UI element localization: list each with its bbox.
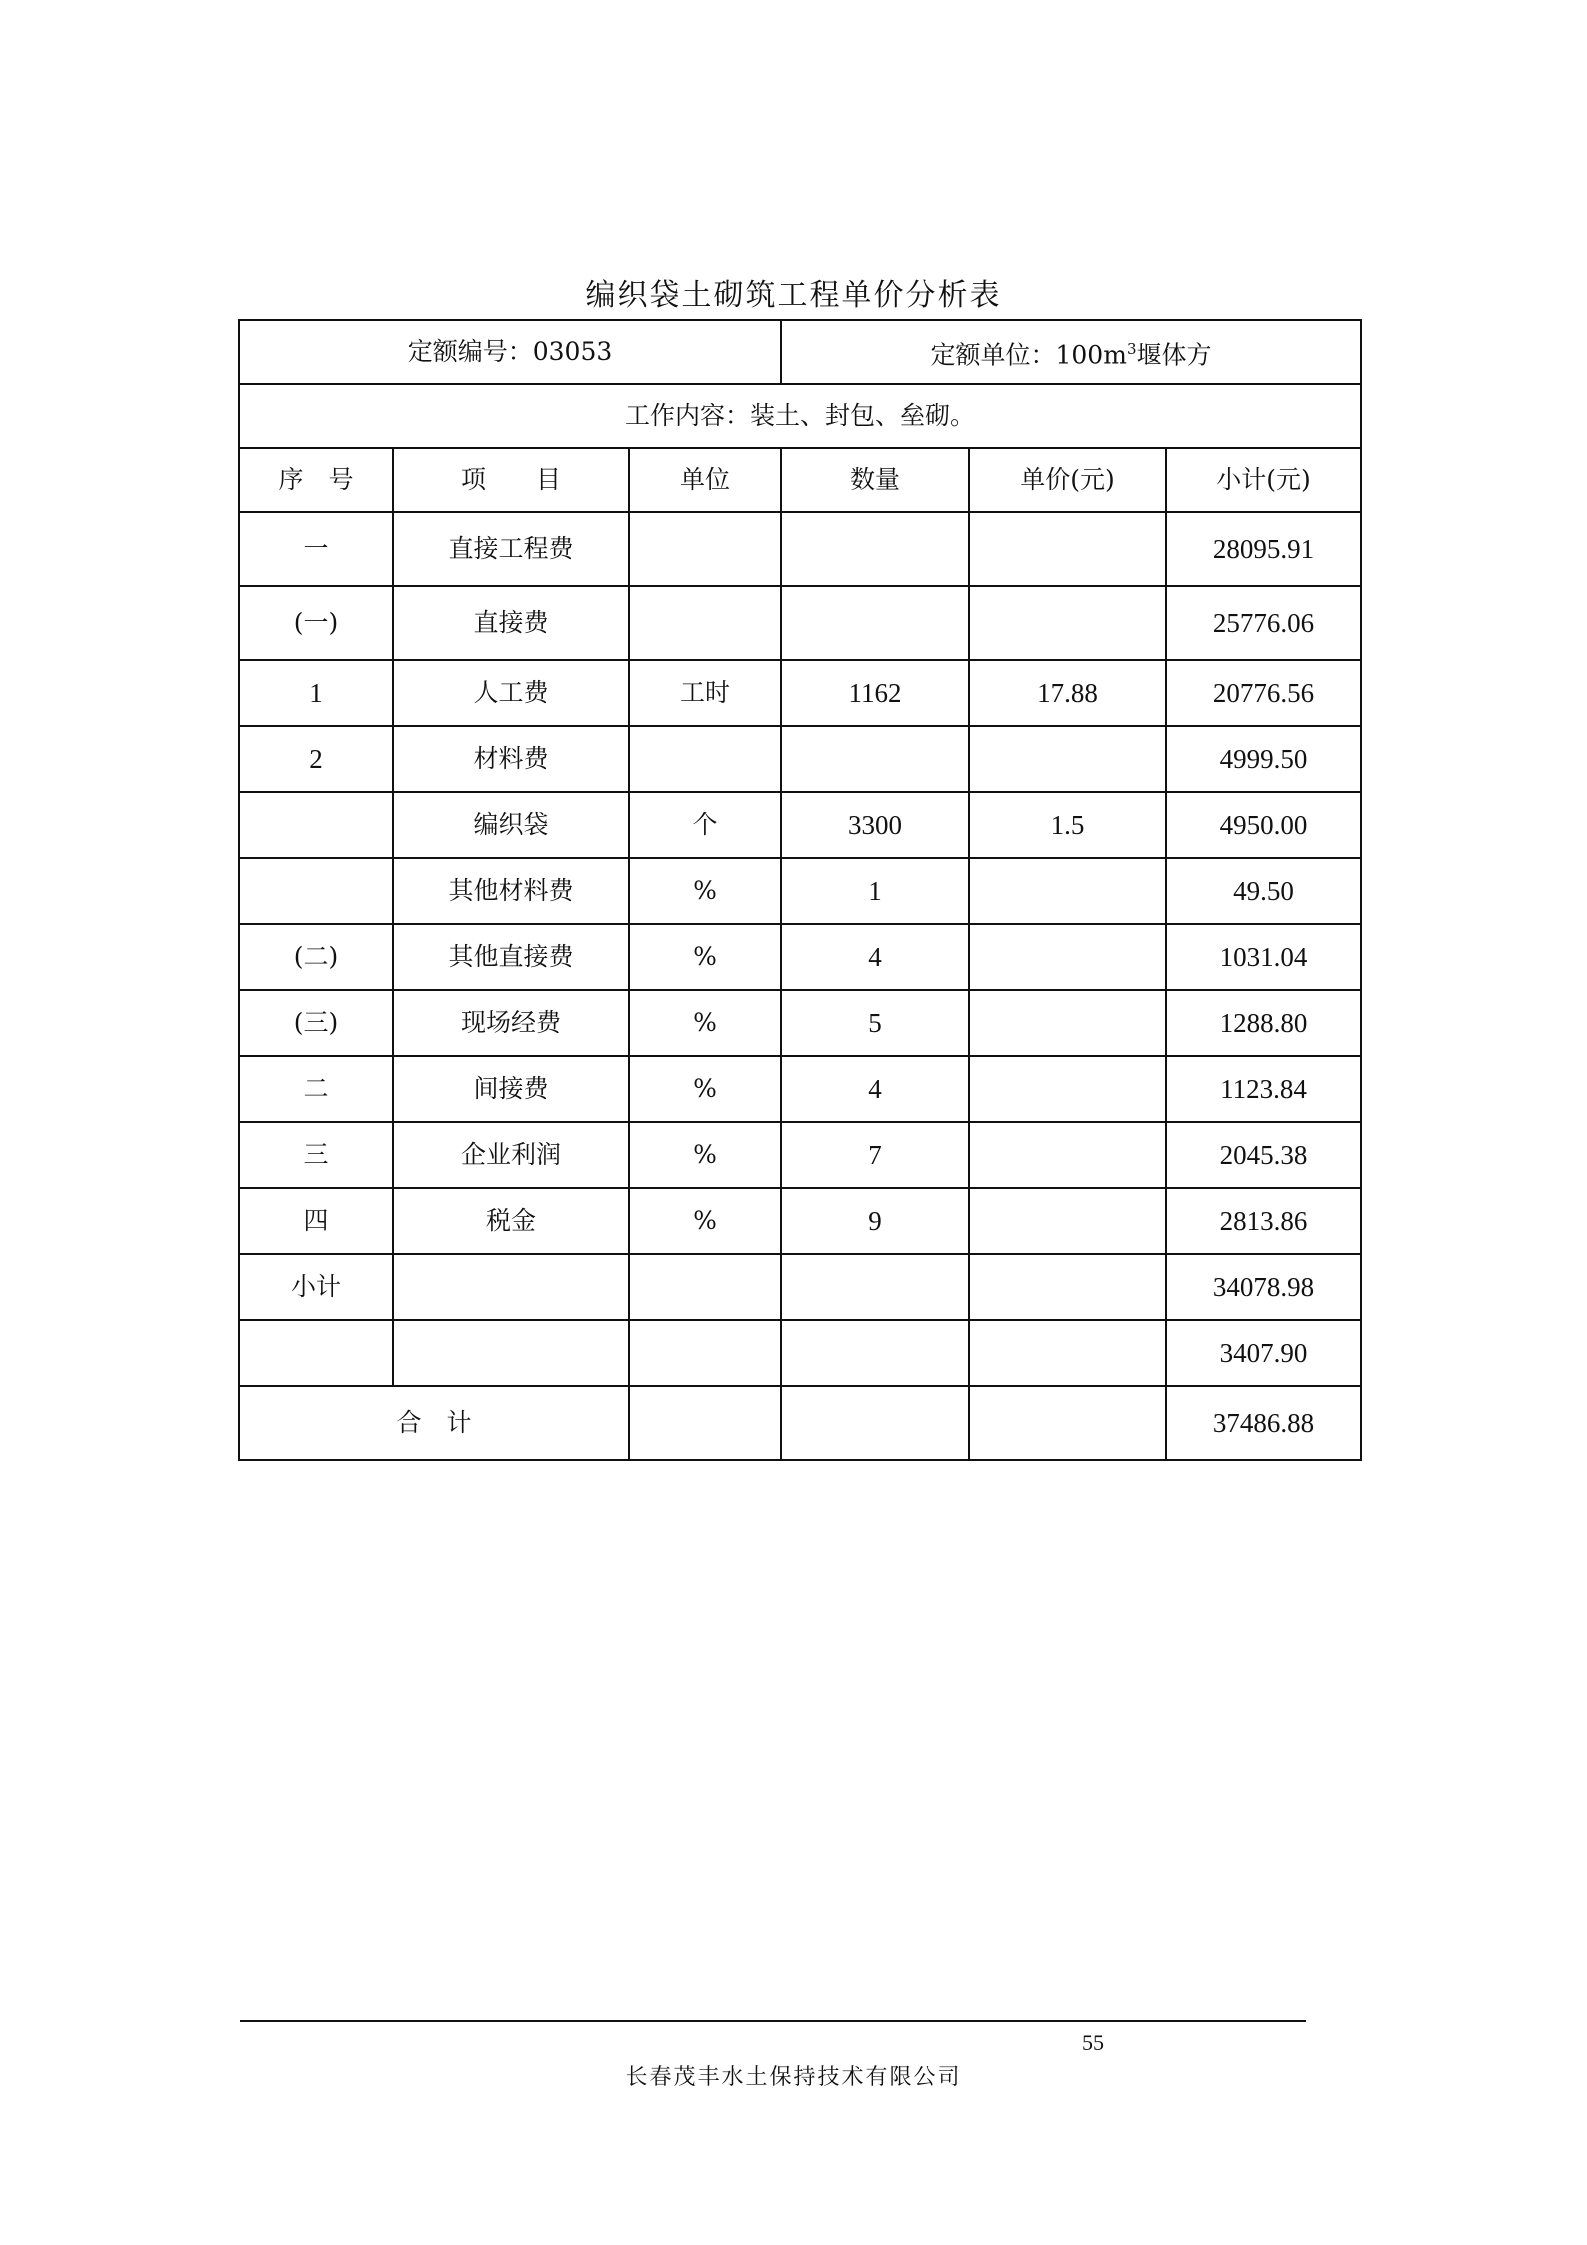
- table-row: [239, 726, 1361, 792]
- price-cell: [969, 512, 1166, 586]
- qty-cell: [781, 586, 969, 660]
- subtotal-cell: 2813.86: [1166, 1188, 1361, 1254]
- unit-cell: %: [629, 1188, 781, 1254]
- subtotal-cell: 20776.56: [1166, 660, 1361, 726]
- item-cell: 企业利润: [393, 1122, 629, 1188]
- column-header: 单位: [629, 448, 781, 512]
- column-header: 小计(元): [1166, 448, 1361, 512]
- subtotal-cell: 2045.38: [1166, 1122, 1361, 1188]
- total-row: [239, 1386, 1361, 1460]
- qty-cell: 1: [781, 858, 969, 924]
- total-subtotal: 37486.88: [1166, 1386, 1361, 1460]
- price-cell: [969, 1188, 1166, 1254]
- unit-price-analysis-table: [238, 319, 1362, 1461]
- table-row: [239, 1320, 1361, 1386]
- qty-cell: 4: [781, 1056, 969, 1122]
- unit-cell: [629, 586, 781, 660]
- price-cell: [969, 858, 1166, 924]
- item-cell: [393, 1254, 629, 1320]
- unit-cell: [629, 1254, 781, 1320]
- price-cell: [969, 726, 1166, 792]
- column-header-row: [239, 448, 1361, 512]
- seq-cell: 四: [239, 1188, 393, 1254]
- qty-cell: 4: [781, 924, 969, 990]
- qty-cell: 9: [781, 1188, 969, 1254]
- price-cell: [969, 586, 1166, 660]
- column-header: 数量: [781, 448, 969, 512]
- unit-cell: %: [629, 858, 781, 924]
- unit-cell: %: [629, 990, 781, 1056]
- unit-cell: %: [629, 924, 781, 990]
- column-header: 项 目: [393, 448, 629, 512]
- column-header: 单价(元): [969, 448, 1166, 512]
- subtotal-cell: 4999.50: [1166, 726, 1361, 792]
- unit-cell: [629, 1320, 781, 1386]
- seq-cell: (一): [239, 586, 393, 660]
- item-cell: 直接工程费: [393, 512, 629, 586]
- price-cell: [969, 990, 1166, 1056]
- table-row: [239, 1122, 1361, 1188]
- subtotal-cell: 34078.98: [1166, 1254, 1361, 1320]
- price-cell: 1.5: [969, 792, 1166, 858]
- work-content-row: [239, 384, 1361, 448]
- unit-cell: [629, 726, 781, 792]
- item-cell: 材料费: [393, 726, 629, 792]
- qty-cell: [781, 726, 969, 792]
- price-cell: [969, 924, 1166, 990]
- unit-cell: 工时: [629, 660, 781, 726]
- empty-cell: [781, 1386, 969, 1460]
- item-cell: 编织袋: [393, 792, 629, 858]
- seq-cell: [239, 1320, 393, 1386]
- work-content: 工作内容：装土、封包、垒砌。: [239, 384, 1361, 448]
- table-row: [239, 1056, 1361, 1122]
- seq-cell: 小计: [239, 1254, 393, 1320]
- quota-unit: 定额单位：$100m^3$堰体方: [781, 320, 1361, 384]
- seq-cell: [239, 858, 393, 924]
- company-name: 长春茂丰水土保持技术有限公司: [625, 2065, 962, 2090]
- seq-cell: 三: [239, 1122, 393, 1188]
- empty-cell: [969, 1386, 1166, 1460]
- subtotal-cell: 1123.84: [1166, 1056, 1361, 1122]
- unit-cell: %: [629, 1122, 781, 1188]
- column-header: 序 号: [239, 448, 393, 512]
- subtotal-cell: 49.50: [1166, 858, 1361, 924]
- qty-cell: [781, 1320, 969, 1386]
- item-cell: 其他直接费: [393, 924, 629, 990]
- unit-cell: %: [629, 1056, 781, 1122]
- seq-cell: (二): [239, 924, 393, 990]
- qty-cell: 3300: [781, 792, 969, 858]
- price-cell: 17.88: [969, 660, 1166, 726]
- item-cell: 人工费: [393, 660, 629, 726]
- price-cell: [969, 1056, 1166, 1122]
- seq-cell: 2: [239, 726, 393, 792]
- table-row: [239, 660, 1361, 726]
- quota-number: 定额编号：03053: [239, 320, 781, 384]
- subtotal-cell: 25776.06: [1166, 586, 1361, 660]
- qty-cell: 1162: [781, 660, 969, 726]
- footer-divider: [240, 2020, 1306, 2022]
- table-row: [239, 792, 1361, 858]
- qty-cell: 5: [781, 990, 969, 1056]
- subtotal-cell: 1288.80: [1166, 990, 1361, 1056]
- price-cell: [969, 1254, 1166, 1320]
- item-cell: [393, 1320, 629, 1386]
- seq-cell: 一: [239, 512, 393, 586]
- item-cell: 其他材料费: [393, 858, 629, 924]
- table-row: [239, 990, 1361, 1056]
- table-row: [239, 1254, 1361, 1320]
- table-row: [239, 858, 1361, 924]
- subtotal-cell: 3407.90: [1166, 1320, 1361, 1386]
- unit-cell: [629, 512, 781, 586]
- table-title: 编织袋土砌筑工程单价分析表: [585, 278, 1002, 313]
- item-cell: 税金: [393, 1188, 629, 1254]
- seq-cell: (三): [239, 990, 393, 1056]
- quota-row: [239, 320, 1361, 384]
- table-row: [239, 1188, 1361, 1254]
- qty-cell: 7: [781, 1122, 969, 1188]
- table-row: [239, 924, 1361, 990]
- seq-cell: [239, 792, 393, 858]
- price-cell: [969, 1320, 1166, 1386]
- qty-cell: [781, 512, 969, 586]
- qty-cell: [781, 1254, 969, 1320]
- subtotal-cell: 1031.04: [1166, 924, 1361, 990]
- item-cell: 间接费: [393, 1056, 629, 1122]
- subtotal-cell: 28095.91: [1166, 512, 1361, 586]
- subtotal-cell: 4950.00: [1166, 792, 1361, 858]
- seq-cell: 1: [239, 660, 393, 726]
- empty-cell: [629, 1386, 781, 1460]
- total-label: 合 计: [239, 1386, 629, 1460]
- table-row: [239, 586, 1361, 660]
- unit-cell: 个: [629, 792, 781, 858]
- page-number: 55: [1082, 2030, 1104, 2055]
- item-cell: 现场经费: [393, 990, 629, 1056]
- table-row: [239, 512, 1361, 586]
- price-cell: [969, 1122, 1166, 1188]
- item-cell: 直接费: [393, 586, 629, 660]
- seq-cell: 二: [239, 1056, 393, 1122]
